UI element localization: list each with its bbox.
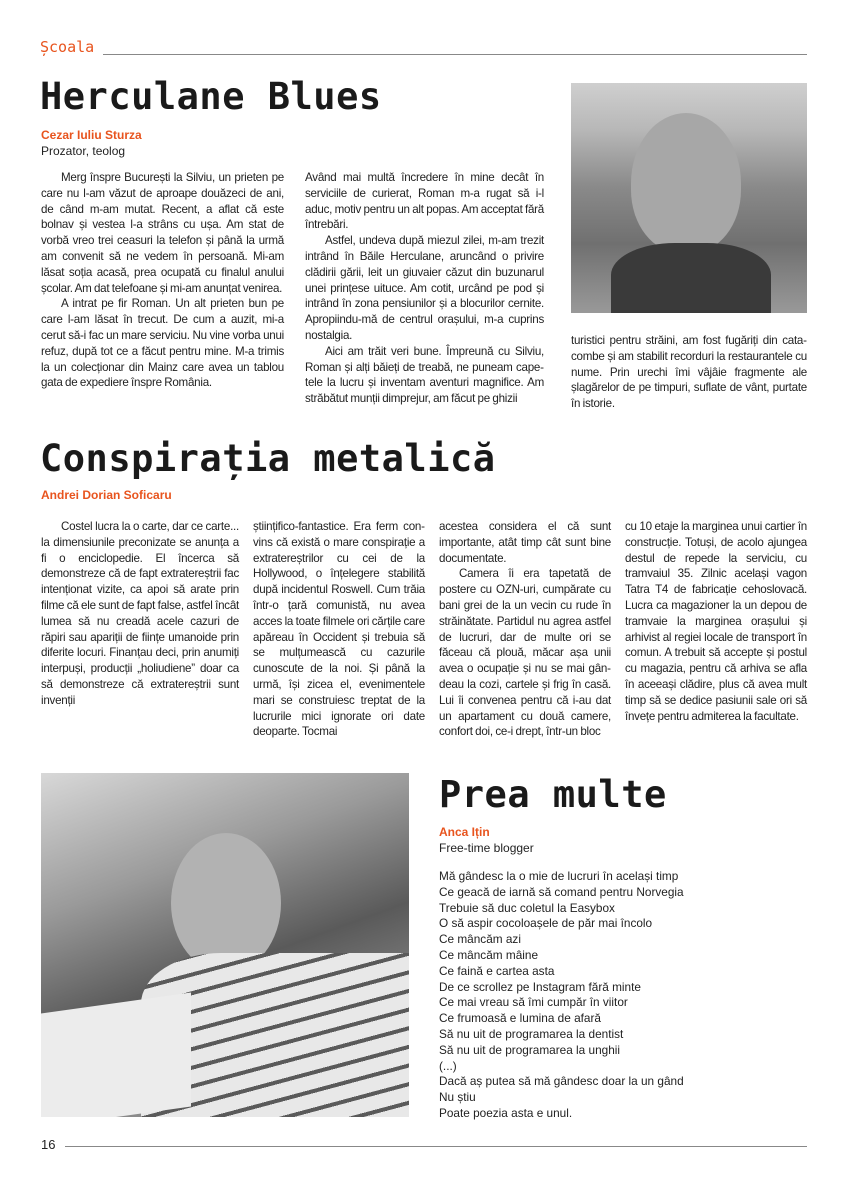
reading-photo: [41, 773, 409, 1117]
poem-line: De ce scrollez pe Instagram fără minte: [439, 979, 641, 994]
poem-line: (...): [439, 1058, 457, 1073]
poem-line: Trebuie să duc coletul la Easybox: [439, 900, 615, 915]
article-title: Conspirația metalică: [40, 437, 496, 480]
face-shape: [171, 833, 281, 973]
article-column: [41, 170, 284, 391]
poem-line: Nu știu: [439, 1090, 476, 1105]
article-column: [625, 519, 807, 724]
poem-line: Ce mâncăm mâine: [439, 947, 539, 962]
paragraph: Costel lucra la o carte, dar ce carte... la dimensiunile preconizate se anunța a fi o enciclopedie. El încerca să demonstreze că de fapt extratereștrii fac intenționat vizite, ca apoi să arate prin filme că ele sunt de fapt false, astfel încât lumea să nu creadă acele cazuri de răpiri sau apariții de ființe umanoide prin diferite locuri. Finanțau deci, prin anumiți interpuși, producții „holiudiene” doar ca să demonstreze că extratereștrii sunt invenții: [41, 520, 239, 707]
poem-line: Ce geacă de iarnă să comand pentru Norvegia: [439, 884, 684, 899]
poem-line: Ce mâncăm azi: [439, 932, 521, 947]
author-role: Prozator, teolog: [41, 144, 126, 158]
poem-line: Ce mai vreau să îmi cumpăr în viitor: [439, 995, 628, 1010]
shirt-shape: [611, 243, 771, 313]
paragraph: A intrat pe fir Roman. Un alt prieten bun pe care l-am lăsat în trecut. De cum a auzit, mi-a cerut să-i fac un mare serviciu. Nu vine vorba unui refuz, după tot ce a făcut pentru mine. M-a trimis la un colecționar din Mainz care avea un tablou gata de expediere înspre România.: [41, 297, 284, 390]
poem-line: Să nu uit de programarea la dentist: [439, 1026, 624, 1041]
article-title: Herculane Blues: [40, 75, 382, 118]
poem-line: Poate poezia asta e unul.: [439, 1105, 573, 1120]
face-shape: [631, 113, 741, 253]
page-number: 16: [41, 1137, 56, 1152]
poem: [439, 869, 809, 1122]
poem-line: Să nu uit de programarea la unghii: [439, 1042, 621, 1057]
paragraph: turistici pentru străini, am fost fugăriți din catacombe și am stabilit recorduri la restaurantele cu nume. Prin urechi îmi vâjâie fragmente ale șlagărelor de pe timpuri, suflate de vânt, purtate în istorie.: [571, 334, 807, 411]
book-shape: [41, 992, 191, 1117]
paragraph: Merg înspre București la Silviu, un prieten pe care nu l-am văzut de aproape douăzeci de ani, de când m-am mutat. Recent, a aflat că este bolnav și vestea l-a strâns cu ușa. Am stat de vorbă vreo trei ceasuri la telefon și până la urmă am convenit să ne vedem în persoană. Mi-am lăsat soția acasă, prea ocupată cu finalul anului școlar. Am dat telefoane și mi-am anunțat venirea.: [41, 171, 284, 295]
poem-line: Dacă aș putea să mă gândesc doar la un gând: [439, 1074, 684, 1089]
article-author: Cezar Iuliu Sturza: [41, 128, 142, 142]
author-photo: [571, 83, 807, 313]
article-author: Andrei Dorian Soficaru: [41, 488, 172, 502]
poem-line: Ce faină e cartea asta: [439, 963, 555, 978]
paragraph: științifico-fantastice. Era ferm convins că există o mare conspirație a extratereștrilor cu cei de la Hollywood, o înțelegere stabilită după incidentul Roswell. Cum trăia într-o țară comunistă, nu avea acces la toate filmele ori cărțile care apăreau în Occident și trebuia să se mulțumească cu cazurile cunoscute de la noi. Și până la urmă, își zicea el, evenimentele mari se construiesc treptat de la lucrurile mici ignorate ori date deoparte. Tocmai: [253, 520, 425, 739]
paragraph: Camera îi era tapetată de postere cu OZN-uri, cumpărate cu bani grei de la un vecin cu rude în străinătate. Partidul nu agrea astfel de lucruri, dar de multe ori se făceau că plouă, măcar așa unii avea o ocupație și nu se mai gândeau la cozi, cartele și frig în casă. Lui îi convenea pentru că i-au dat un apartament cu două camere, confort doi, ce-i drept, într-un bloc: [439, 567, 611, 739]
article-column: [305, 170, 544, 407]
article-author: Anca Ițin: [439, 825, 490, 839]
paragraph: Aici am trăit veri bune. Împreună cu Silviu, Roman și alți băieți de treabă, ne puneam capetele la lucru și inventam aventuri magnifice. Am străbătut munții dimprejur, am făcut pe ghizii: [305, 344, 544, 406]
header-rule: [103, 54, 807, 55]
author-role: Free-time blogger: [439, 841, 534, 855]
paragraph: acestea considera el că sunt importante, atât timp cât sunt bine documentate.: [439, 520, 611, 565]
article-column: [253, 519, 425, 740]
article-title: Prea multe: [439, 773, 667, 816]
footer-rule: [65, 1146, 807, 1147]
article-column: [571, 333, 807, 412]
section-label: Școala: [40, 38, 95, 56]
paragraph: Astfel, undeva după miezul zilei, m-am trezit intrând în Băile Herculane, aruncând o privire clădirii gării, leit un giuvaier căzut din buzunarul unei prințese uituce. Am cotit, urcând pe pod și intrând în zona pensiunilor și a blocurilor cernite. Apropiindu-mă de centrul orașului, m-a cuprins nostalgia.: [305, 234, 544, 342]
paragraph: cu 10 etaje la marginea unui cartier în construcție. Totuși, de acolo ajungea destul de repede la serviciu, cu tramvaiul 35. Zilnic același vagon Tatra T4 de fabricație cehoslovacă. Lucra ca magazioner la un depou de tramvaie la marginea orașului și arhivist al regiei locale de transport în comun. A trebuit să accepte și postul cu magazia, pentru că arhiva se afla în aceeași clădire, plus că avea mult timp să se dedice pasiunii sale ori să învețe pentru admiterea la facultate.: [625, 520, 807, 723]
poem-line: Mă gândesc la o mie de lucruri în același timp: [439, 869, 679, 883]
paragraph: Având mai multă încredere în mine decât în serviciile de curierat, Roman m-a rugat să i-l aduc, motiv pentru un alt popas. Am acceptat fără întrebări.: [305, 171, 544, 232]
article-column: [439, 519, 611, 740]
poem-line: Ce frumoasă e lumina de afară: [439, 1011, 601, 1026]
poem-line: O să aspir cocoloașele de păr mai încolo: [439, 916, 653, 931]
article-column: [41, 519, 239, 709]
